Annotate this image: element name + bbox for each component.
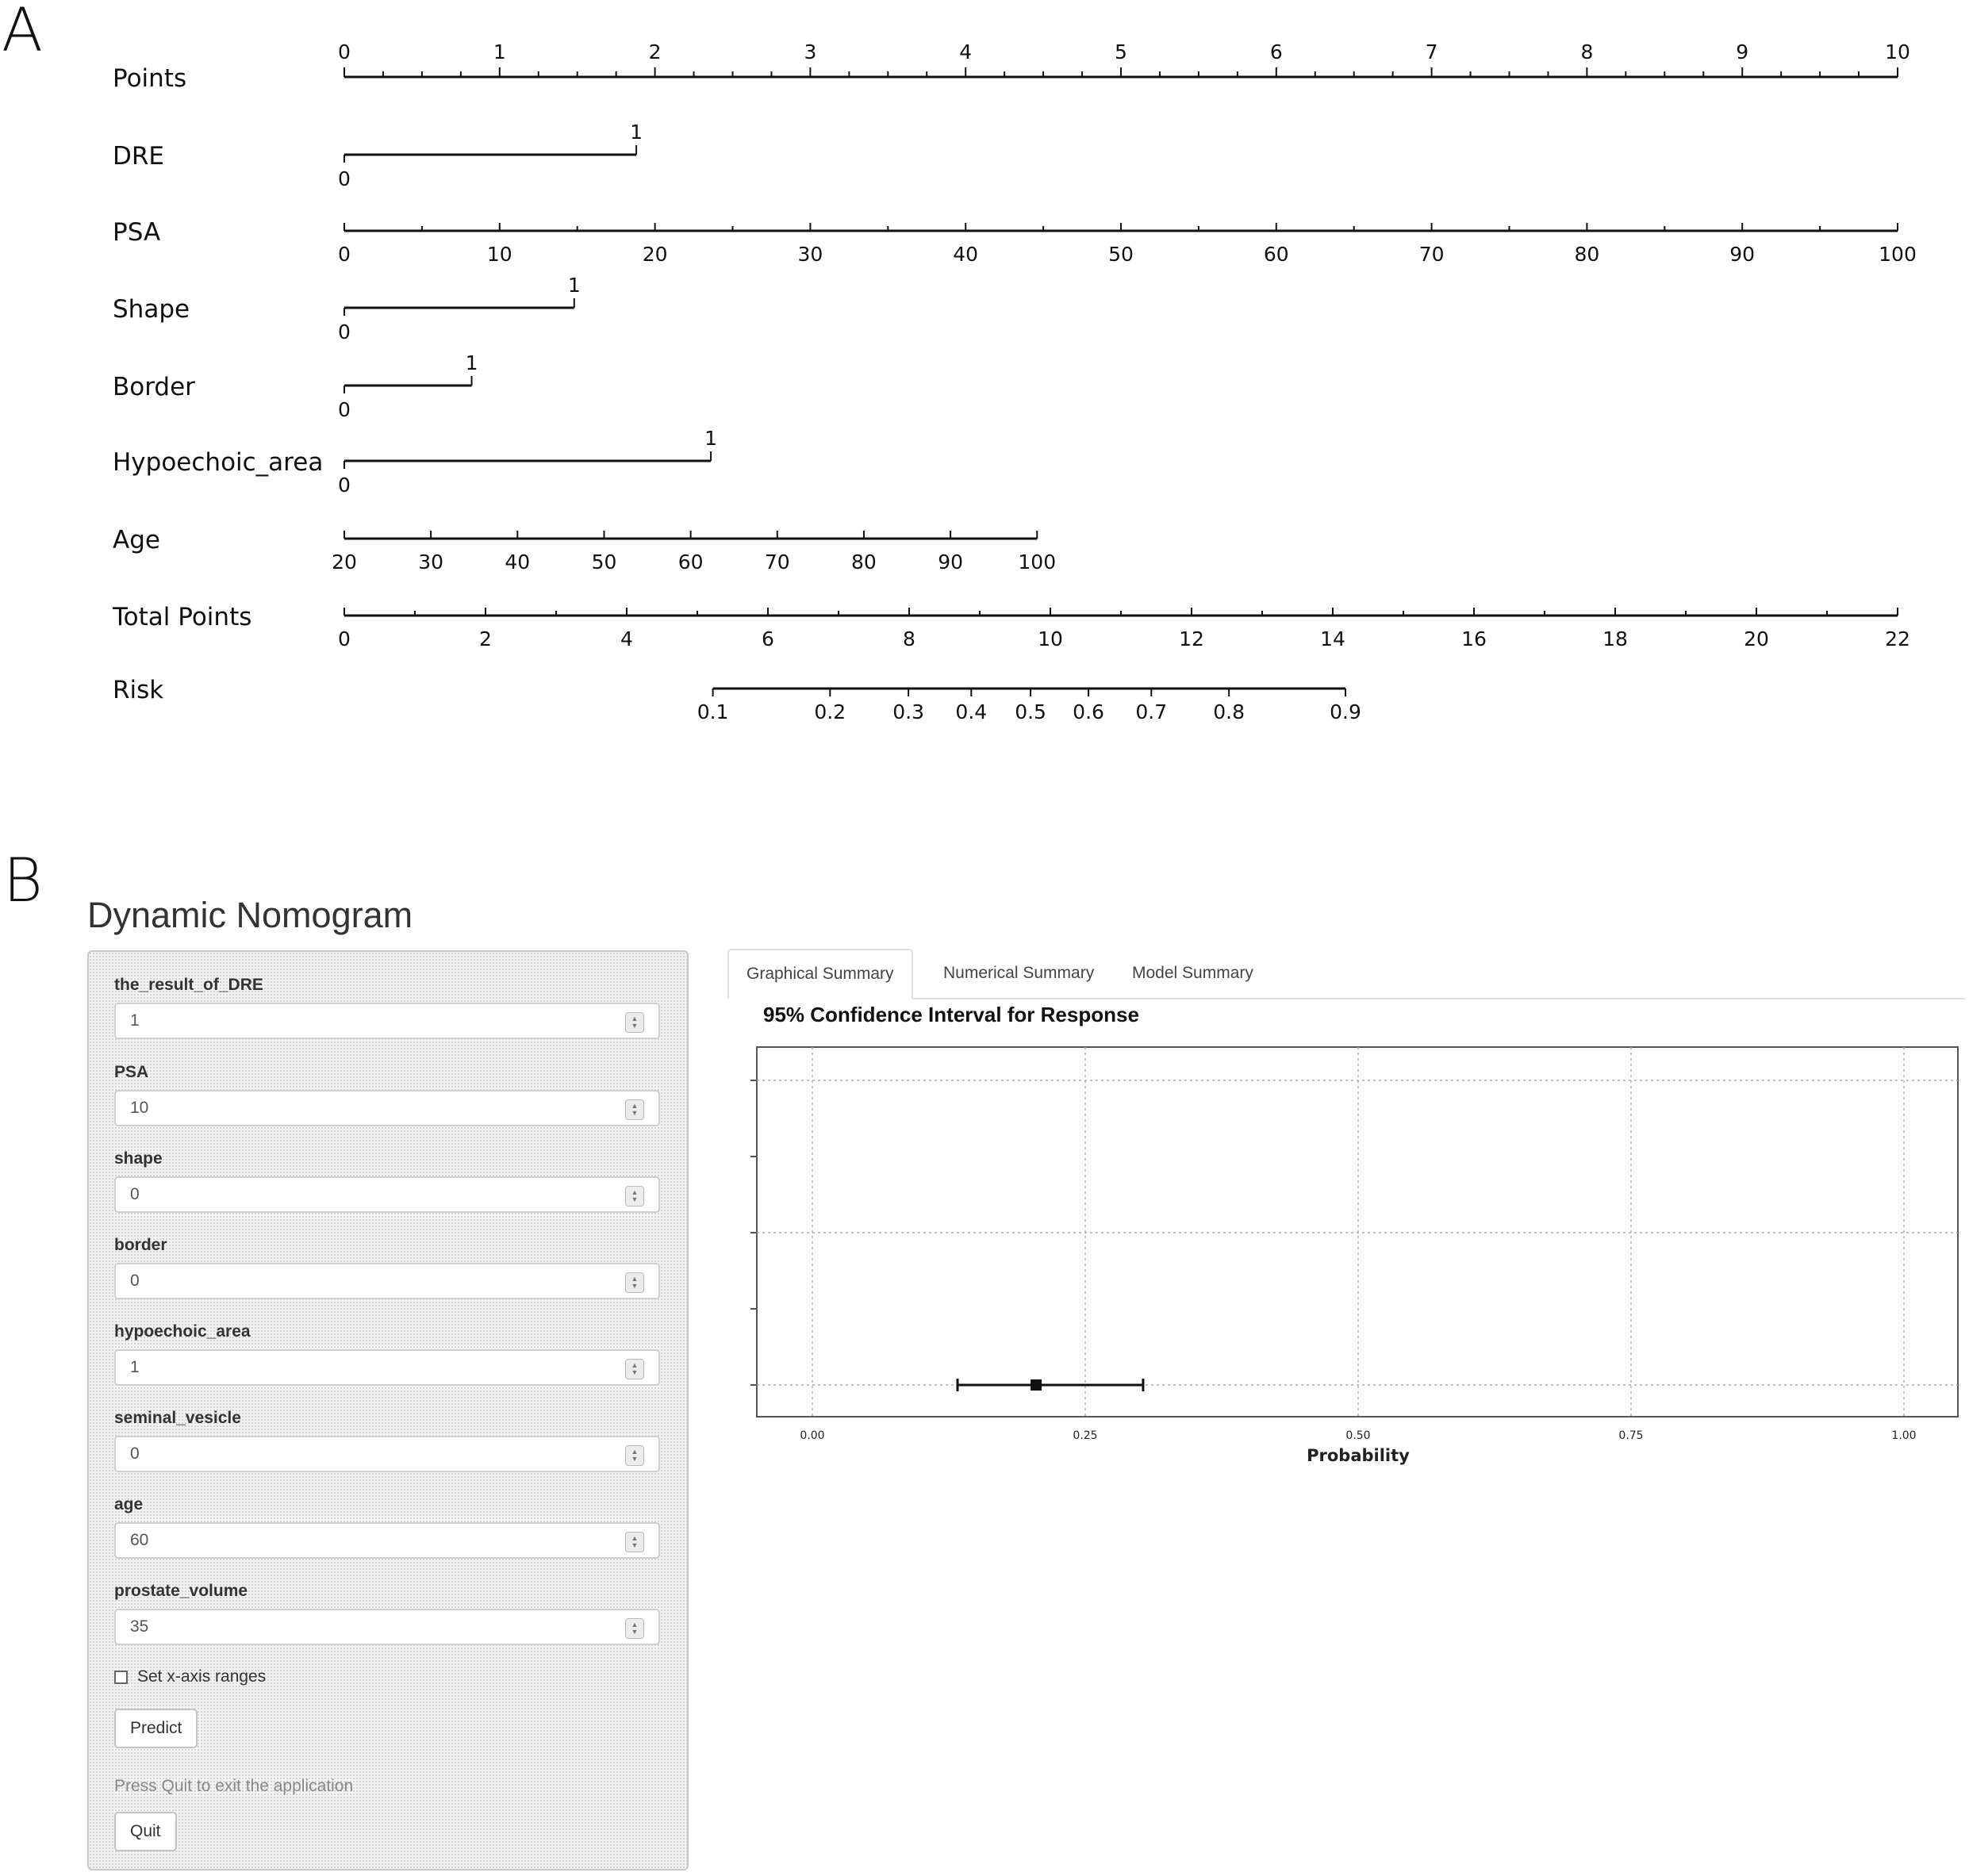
row-label-psa: PSA (113, 218, 161, 247)
age-tick-label: 90 (938, 551, 964, 574)
age-value: 60 (130, 1531, 149, 1549)
hypoechoic-area-value-label: 1 (704, 427, 718, 450)
psa-value: 10 (130, 1099, 149, 1117)
total-points-tick-label: 22 (1885, 627, 1910, 650)
dre-value-label: 0 (338, 167, 351, 190)
age-tick-label: 70 (764, 551, 790, 574)
x-tick-label: 0.50 (1345, 1429, 1371, 1442)
points-tick-label: 8 (1580, 40, 1594, 63)
x-tick-label: 0.75 (1618, 1429, 1644, 1442)
risk-tick-label: 0.7 (1135, 700, 1168, 723)
risk-tick-label: 0.5 (1015, 700, 1046, 723)
points-tick-label: 0 (338, 40, 351, 63)
risk-tick-label: 0.8 (1213, 700, 1245, 723)
psa-tick-label: 30 (797, 243, 823, 266)
prostate-volume-input[interactable] (114, 1609, 660, 1645)
points-tick-label: 5 (1115, 40, 1127, 63)
points-tick-label: 2 (648, 40, 662, 63)
points-tick-label: 6 (1269, 40, 1283, 63)
row-label-hypoechoic-area: Hypoechoic_area (113, 448, 324, 477)
row-label-border: Border (113, 373, 195, 401)
points-tick-label: 3 (804, 40, 817, 63)
x-tick-label: 0.25 (1073, 1429, 1098, 1442)
panel-label-b: B (3, 845, 43, 915)
psa-tick-label: 20 (642, 243, 668, 266)
age-tick-label: 50 (591, 551, 617, 574)
point-estimate-marker (1031, 1379, 1042, 1391)
age-tick-label: 60 (677, 551, 704, 574)
age-tick-label: 100 (1018, 551, 1057, 574)
tab-numerical-summary[interactable]: Numerical Summary (943, 964, 1095, 982)
total-points-tick-label: 2 (479, 627, 492, 650)
age-tick-label: 20 (332, 551, 357, 574)
label-age: age (114, 1495, 144, 1513)
border-value-label: 1 (465, 351, 478, 374)
spinner-icon[interactable]: ▲ ▼ (625, 1012, 644, 1033)
points-tick-label: 10 (1885, 40, 1910, 63)
row-label-total-points: Total Points (113, 603, 252, 631)
quit-help-text: Press Quit to exit the application (114, 1777, 354, 1795)
panel-label-a: A (2, 0, 43, 65)
psa-tick-label: 10 (486, 243, 512, 266)
total-points-tick-label: 18 (1602, 627, 1628, 650)
psa-tick-label: 80 (1574, 243, 1600, 266)
hypoechoic-area-value-label: 0 (338, 474, 351, 497)
total-points-tick-label: 4 (620, 627, 633, 650)
spinner-icon[interactable]: ▲ ▼ (625, 1272, 644, 1293)
spinner-icon[interactable]: ▲ ▼ (625, 1359, 644, 1379)
row-label-dre: DRE (113, 142, 164, 171)
border-input[interactable] (114, 1263, 660, 1299)
risk-tick-label: 0.1 (697, 700, 729, 723)
total-points-tick-label: 6 (762, 627, 774, 650)
row-label-age: Age (113, 526, 160, 554)
total-points-tick-label: 8 (903, 627, 915, 650)
prostate-volume-value: 35 (130, 1617, 149, 1636)
points-tick-label: 9 (1736, 40, 1749, 63)
seminal-vesicle-value: 0 (130, 1444, 140, 1463)
total-points-tick-label: 14 (1320, 627, 1345, 650)
risk-tick-label: 0.2 (814, 700, 846, 723)
label-seminal-vesicle: seminal_vesicle (114, 1409, 241, 1427)
total-points-tick-label: 12 (1179, 627, 1204, 650)
row-label-shape: Shape (113, 295, 190, 324)
points-tick-label: 1 (493, 40, 506, 63)
age-tick-label: 30 (418, 551, 444, 574)
hypoechoic-area-input[interactable] (114, 1349, 660, 1386)
psa-tick-label: 0 (338, 243, 351, 266)
input-sidebar (87, 950, 689, 1870)
spinner-icon[interactable]: ▲ ▼ (625, 1099, 644, 1120)
app-title: Dynamic Nomogram (87, 895, 413, 935)
x-axis-label: Probability (1307, 1446, 1410, 1465)
risk-tick-label: 0.6 (1073, 700, 1104, 723)
risk-tick-label: 0.4 (955, 700, 988, 723)
dre-value-label: 1 (630, 121, 643, 144)
spinner-icon[interactable]: ▲ ▼ (625, 1618, 644, 1639)
label-hypoechoic-area: hypoechoic_area (114, 1322, 251, 1341)
label-the-result-of-dre: the_result_of_DRE (114, 976, 263, 994)
shape-value-label: 0 (338, 320, 351, 343)
summary-tabs (727, 949, 1965, 999)
spinner-icon[interactable]: ▲ ▼ (625, 1445, 644, 1466)
age-input[interactable] (114, 1522, 660, 1559)
seminal-vesicle-input[interactable] (114, 1436, 660, 1472)
psa-tick-label: 100 (1879, 243, 1917, 266)
set-x-axis-ranges-checkbox[interactable] (114, 1667, 266, 1686)
age-tick-label: 80 (851, 551, 877, 574)
risk-tick-label: 0.3 (892, 700, 924, 723)
hypoechoic-area-value: 1 (130, 1358, 140, 1376)
border-value: 0 (130, 1272, 140, 1290)
age-tick-label: 40 (505, 551, 531, 574)
psa-tick-label: 40 (953, 243, 979, 266)
total-points-tick-label: 10 (1038, 627, 1063, 650)
checkbox-label: Set x-axis ranges (137, 1667, 267, 1686)
risk-tick-label: 0.9 (1330, 700, 1361, 723)
tab-model-summary[interactable]: Model Summary (1132, 964, 1253, 982)
label-psa: PSA (114, 1063, 149, 1081)
shape-value-label: 1 (567, 274, 581, 297)
psa-tick-label: 50 (1108, 243, 1134, 266)
tab-graphical-summary[interactable]: Graphical Summary (727, 949, 913, 999)
total-points-tick-label: 0 (338, 627, 351, 650)
x-tick-label: 0.00 (800, 1429, 825, 1442)
plot-frame (757, 1047, 1958, 1417)
label-shape: shape (114, 1149, 163, 1168)
the-result-of-dre-input[interactable] (114, 1003, 660, 1039)
border-value-label: 0 (338, 398, 351, 421)
points-tick-label: 7 (1425, 40, 1438, 63)
shape-value: 0 (130, 1185, 140, 1203)
row-label-risk: Risk (113, 676, 164, 704)
label-prostate-volume: prostate_volume (114, 1582, 248, 1600)
spinner-icon[interactable]: ▲ ▼ (625, 1532, 644, 1552)
row-label-points: Points (113, 64, 187, 93)
psa-tick-label: 70 (1418, 243, 1445, 266)
spinner-icon[interactable]: ▲ ▼ (625, 1186, 644, 1207)
shape-input[interactable] (114, 1176, 660, 1213)
confidence-interval-plot (746, 1031, 1967, 1475)
checkbox-icon[interactable] (114, 1671, 128, 1684)
predict-button[interactable]: Predict (114, 1709, 198, 1748)
the-result-of-dre-value: 1 (130, 1011, 140, 1030)
plot-title: 95% Confidence Interval for Response (763, 1003, 1139, 1026)
x-tick-label: 1.00 (1891, 1429, 1917, 1442)
total-points-tick-label: 20 (1744, 627, 1769, 650)
psa-input[interactable] (114, 1090, 660, 1126)
total-points-tick-label: 16 (1461, 627, 1487, 650)
label-border: border (114, 1236, 167, 1254)
nomogram-chart (0, 0, 1969, 762)
points-tick-label: 4 (959, 40, 973, 63)
psa-tick-label: 60 (1263, 243, 1289, 266)
quit-button[interactable]: Quit (114, 1812, 177, 1851)
psa-tick-label: 90 (1729, 243, 1756, 266)
